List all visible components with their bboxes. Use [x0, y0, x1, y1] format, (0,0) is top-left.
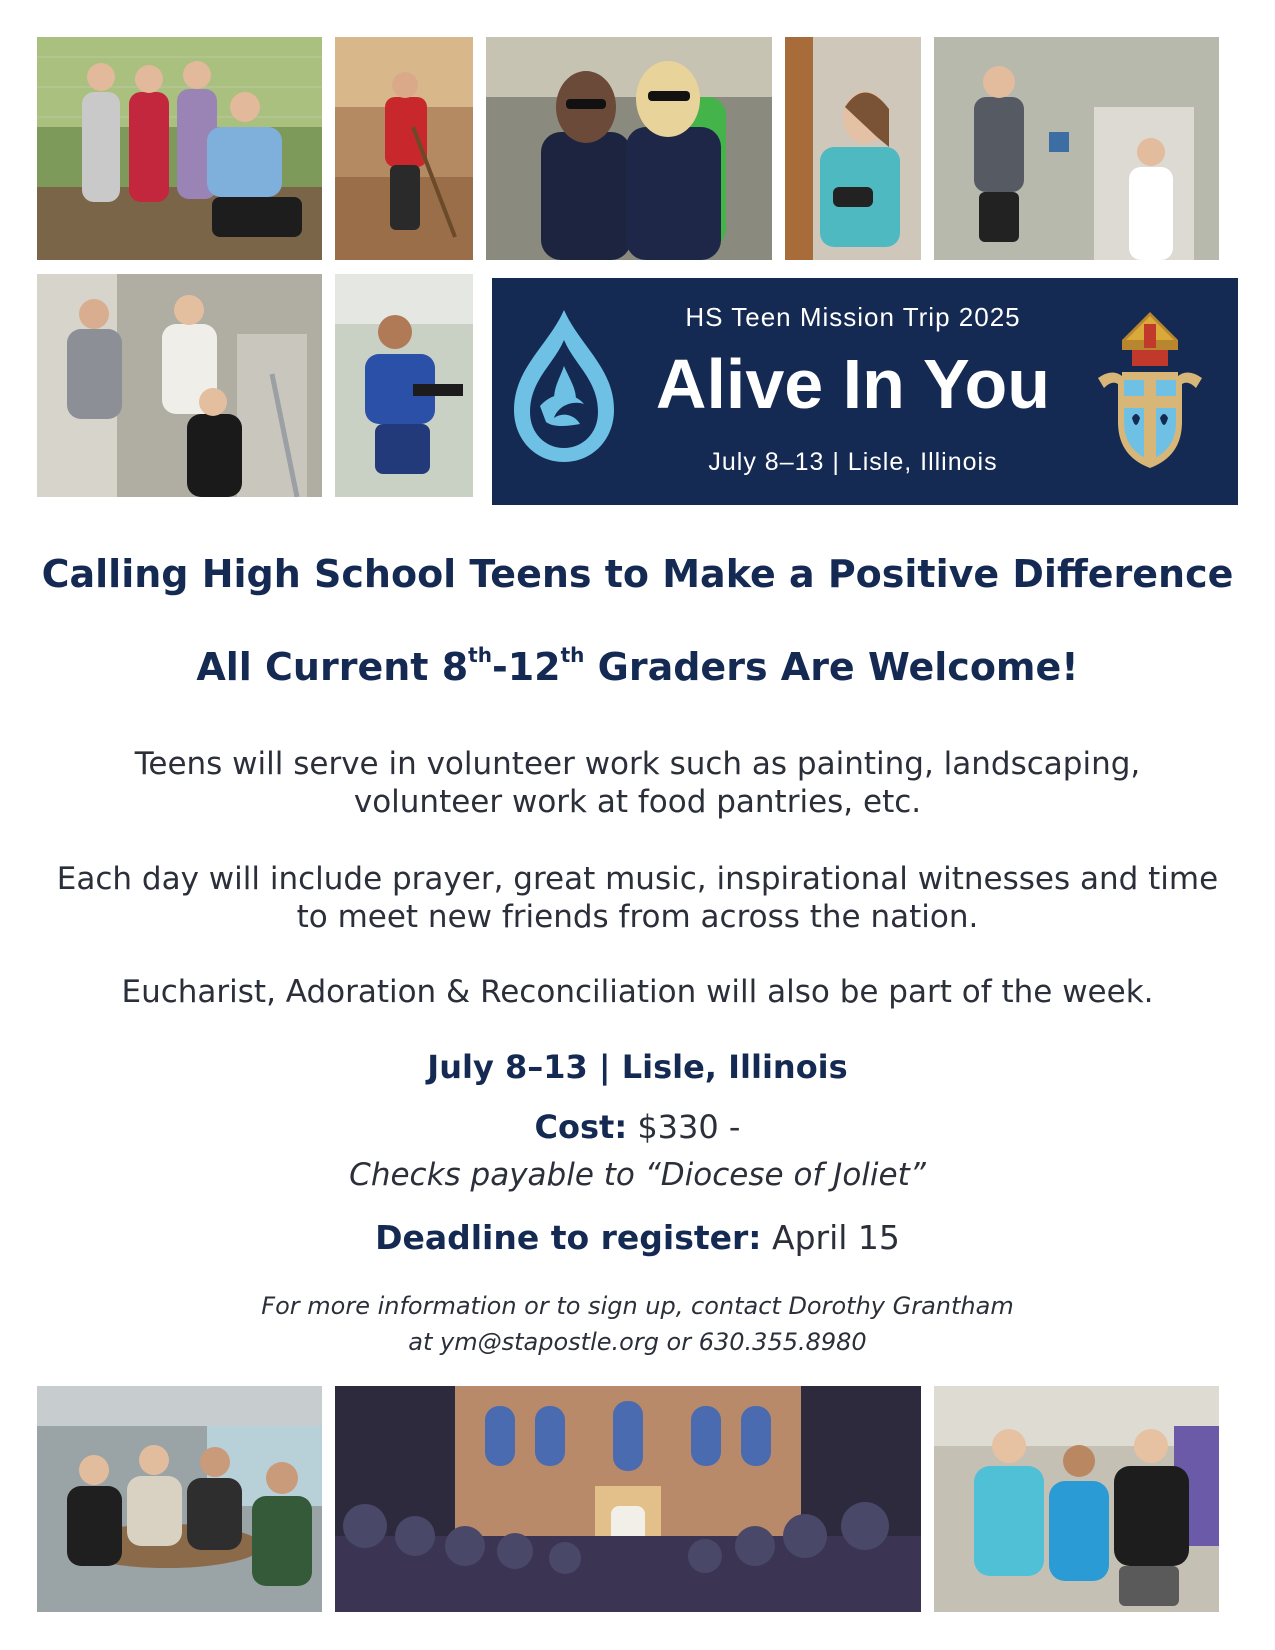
- banner-dates: July 8–13 | Lisle, Illinois: [708, 448, 998, 476]
- contact-line-2: at ym@stapostle.org or 630.355.8980: [408, 1328, 867, 1356]
- headline: Calling High School Teens to Make a Positive Difference: [41, 552, 1234, 596]
- daily-line-2: to meet new friends from across the nation.: [296, 899, 979, 935]
- sacraments-paragraph: Eucharist, Adoration & Reconciliation will also be part of the week.: [121, 974, 1154, 1010]
- cost-line: [30, 1108, 1245, 1146]
- deadline-line: [30, 1218, 1245, 1257]
- welcome-prefix: All Current 8: [196, 645, 469, 689]
- contact-line-1: For more information or to sign up, contact Dorothy Grantham: [261, 1292, 1014, 1320]
- photo-teens-gardening: [37, 37, 322, 260]
- holy-spirit-flame-icon: [510, 306, 618, 466]
- deadline-value: April 15: [761, 1218, 900, 1257]
- photo-girls-sunglasses: [486, 37, 772, 260]
- welcome-middle: -12: [491, 645, 561, 689]
- photo-chapel-adoration: [335, 1386, 921, 1612]
- event-date-location: July 8–13 | Lisle, Illinois: [427, 1048, 848, 1086]
- diocese-crest-icon: [1092, 310, 1208, 472]
- photo-teens-painting-kitchen: [934, 37, 1219, 260]
- photo-thumbs-up: [934, 1386, 1219, 1612]
- service-line-2: volunteer work at food pantries, etc.: [353, 784, 922, 820]
- cost-label: Cost:: [534, 1108, 628, 1146]
- deadline-label: Deadline to register:: [375, 1218, 762, 1257]
- photo-teens-at-table: [37, 1386, 322, 1612]
- photo-girl-painting-door: [785, 37, 921, 260]
- service-paragraph: [30, 745, 1245, 821]
- event-banner: [492, 278, 1238, 505]
- service-line-1: Teens will serve in volunteer work such as painting, landscaping,: [134, 746, 1141, 782]
- welcome-suffix: Graders Are Welcome!: [584, 645, 1079, 689]
- photo-girl-painting-bench: [335, 274, 473, 497]
- banner-title: Alive In You: [655, 345, 1051, 423]
- daily-line-1: Each day will include prayer, great music, inspirational witnesses and time: [56, 861, 1219, 897]
- daily-paragraph: [30, 860, 1245, 936]
- photo-teens-prepping-wall: [37, 274, 322, 497]
- welcome-sup-2: th: [560, 643, 585, 668]
- contact-info: [30, 1288, 1245, 1360]
- banner-kicker: HS Teen Mission Trip 2025: [685, 302, 1021, 332]
- cost-value: $330 -: [627, 1108, 741, 1146]
- welcome-sup-1: th: [468, 643, 492, 668]
- checks-payable-note: Checks payable to “Diocese of Joliet”: [349, 1157, 926, 1193]
- photo-teen-sweeping: [335, 37, 473, 260]
- welcome-heading: [30, 645, 1245, 689]
